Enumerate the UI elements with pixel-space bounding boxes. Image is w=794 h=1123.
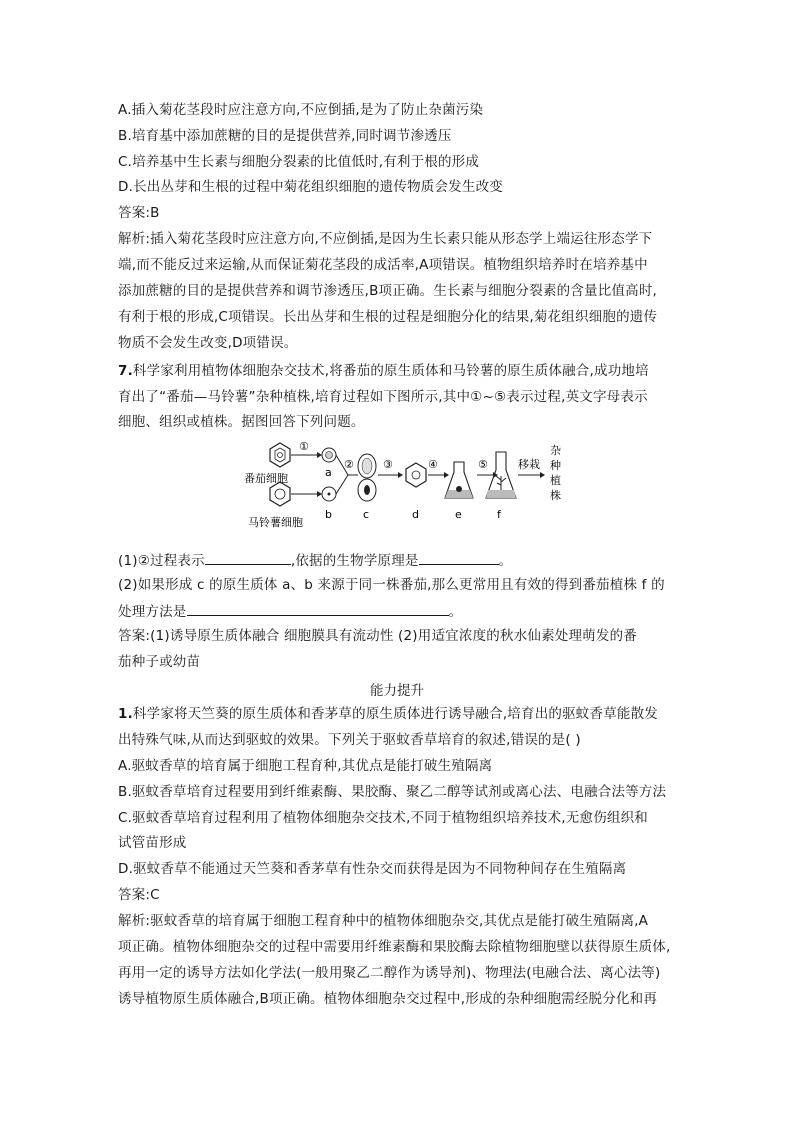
analysis-text: 插入菊花茎段时应注意方向,不应倒插,是因为生长素只能从形态学上端运往形态学下	[150, 231, 653, 247]
q6-analysis-line-5: 物质不会发生改变,D项错误。	[118, 335, 298, 351]
analysis-label: 解析:	[118, 231, 151, 247]
section-title: 能力提升	[370, 683, 424, 699]
hybrid-label-4: 株	[550, 489, 561, 502]
p1-option-c: C.驱蚊香草培育过程利用了植物体细胞杂交技术,不同于植物组织培养技术,无愈伤组织和	[118, 810, 648, 826]
p1-analysis-line-2: 项正确。植物体细胞杂交的过程中需要用纤维素酶和果胶酶去除植物细胞壁以获得原生质体,	[118, 939, 671, 955]
q7-answer-line-2: 茄种子或幼苗	[118, 654, 201, 670]
answer-blank[interactable]	[187, 601, 449, 616]
label-e: e	[455, 508, 462, 521]
label-d: d	[412, 508, 419, 521]
q6-option-d: D.长出丛芽和生根的过程中菊花组织细胞的遗传物质会发生改变	[118, 179, 503, 195]
step-4-label: ④	[428, 458, 438, 471]
q6-analysis-line-2: 端,而不能反过来运输,从而保证菊花茎段的成活率,A项错误。植物组织培养时在培养基中	[118, 257, 648, 273]
p1-option-b: B.驱蚊香草培育过程要用到纤维素酶、果胶酶、聚乙二醇等试剂或离心法、电融合法等方法	[118, 784, 667, 800]
q6-option-c: C.培养基中生长素与细胞分裂素的比值低时,有利于根的形成	[118, 154, 480, 170]
q7-sub1	[118, 550, 512, 570]
q7-sub1-text-c: 。	[498, 553, 513, 569]
q7-sub2-line-2	[118, 601, 462, 621]
q7-sub2-text: 处理方法是	[118, 604, 187, 620]
p1-analysis-line-4: 诱导植物原生质体融合,B项正确。植物体细胞杂交过程中,形成的杂种细胞需经脱分化和再	[118, 991, 658, 1007]
analysis-text: 驱蚊香草的培育属于细胞工程育种中的植物体细胞杂交,其优点是能打破生殖隔离,A	[150, 913, 649, 929]
answer-blank[interactable]	[205, 550, 291, 565]
q7-stem-line-1	[118, 362, 649, 380]
q7-stem-line-3: 细胞、组织或植株。据图回答下列问题。	[118, 414, 365, 430]
q6-analysis-line-4: 有利于根的形成,C项错误。长出丛芽和生根的过程是细胞分化的结果,菊花组织细胞的遗传	[118, 309, 658, 325]
answer-blank[interactable]	[419, 550, 499, 565]
label-b: b	[325, 508, 332, 521]
label-a: a	[325, 466, 332, 479]
p1-stem-line-2: 出特殊气味,从而达到驱蚊的效果。下列关于驱蚊香草培育的叙述,错误的是( )	[118, 732, 581, 748]
q7-sub1-text-b: ,依据的生物学原理是	[290, 553, 419, 569]
hybrid-label-2: 种	[550, 459, 561, 472]
step-3-label: ③	[383, 458, 393, 471]
potato-cell-hexagon	[270, 482, 290, 506]
q6-option-a: A.插入菊花茎段时应注意方向,不应倒插,是为了防止杂菌污染	[118, 102, 484, 118]
p1-stem-line-1	[118, 705, 658, 723]
q6-analysis-line-3: 添加蔗糖的目的是提供营养和调节渗透压,B项正确。生长素与细胞分裂素的含量比值高时,	[118, 283, 658, 299]
q6-answer: 答案:B	[118, 205, 160, 221]
hybrid-cell-d	[406, 463, 426, 487]
hybrid-label-1: 杂	[550, 444, 561, 457]
q7-sub2-line-1: (2)如果形成 c 的原生质体 a、b 来源于同一株番茄,那么更常用且有效的得到番茄植株 f 的	[118, 577, 665, 593]
step-1-label: ①	[299, 440, 309, 453]
q6-option-b: B.培育基中添加蔗糖的目的是提供营养,同时调节渗透压	[118, 128, 452, 144]
q7-sub2-end: 。	[448, 604, 463, 620]
q7-number: 7.	[118, 363, 133, 379]
tomato-cell-hexagon	[270, 443, 290, 467]
q7-answer-line-1: 答案:(1)诱导原生质体融合 细胞膜具有流动性 (2)用适宜浓度的秋水仙素处理萌发的番	[118, 628, 637, 644]
p1-analysis-line-1	[118, 912, 648, 930]
step-2-label: ②	[344, 458, 354, 471]
transplant-label: 移栽	[518, 458, 540, 471]
q7-sub1-text-a: (1)②过程表示	[118, 553, 205, 569]
q7-stem-line-2: 育出了“番茄—马铃薯”杂种植株,培育过程如下图所示,其中①~⑤表示过程,英文字母表示	[118, 389, 648, 405]
label-f: f	[497, 508, 501, 521]
p1-option-c-cont: 试管苗形成	[118, 835, 187, 851]
analysis-label: 解析:	[118, 913, 151, 929]
label-c: c	[363, 508, 370, 521]
q7-stem-text: 科学家利用植物体细胞杂交技术,将番茄的原生质体和马铃薯的原生质体融合,成功地培	[132, 363, 649, 379]
step-5-label: ⑤	[478, 458, 488, 471]
p1-stem-text: 科学家将天竺葵的原生质体和香茅草的原生质体进行诱导融合,培育出的驱蚊香草能散发	[132, 706, 659, 722]
q6-analysis-line-1	[118, 230, 652, 248]
fusion-process-diagram	[240, 440, 570, 540]
p1-analysis-line-3: 再用一定的诱导方法如化学法(一般用聚乙二醇作为诱导剂)、物理法(电融合法、离心法等)	[118, 965, 661, 981]
potato-cell-label: 马铃薯细胞	[248, 516, 303, 529]
p1-answer: 答案:C	[118, 887, 160, 903]
tomato-cell-label: 番茄细胞	[244, 472, 288, 485]
p1-number: 1.	[118, 706, 133, 722]
p1-option-d: D.驱蚊香草不能通过天竺葵和香茅草有性杂交而获得是因为不同物种间存在生殖隔离	[118, 861, 627, 877]
hybrid-label-3: 植	[550, 474, 561, 487]
p1-option-a: A.驱蚊香草的培育属于细胞工程育种,其优点是能打破生殖隔离	[118, 758, 493, 774]
